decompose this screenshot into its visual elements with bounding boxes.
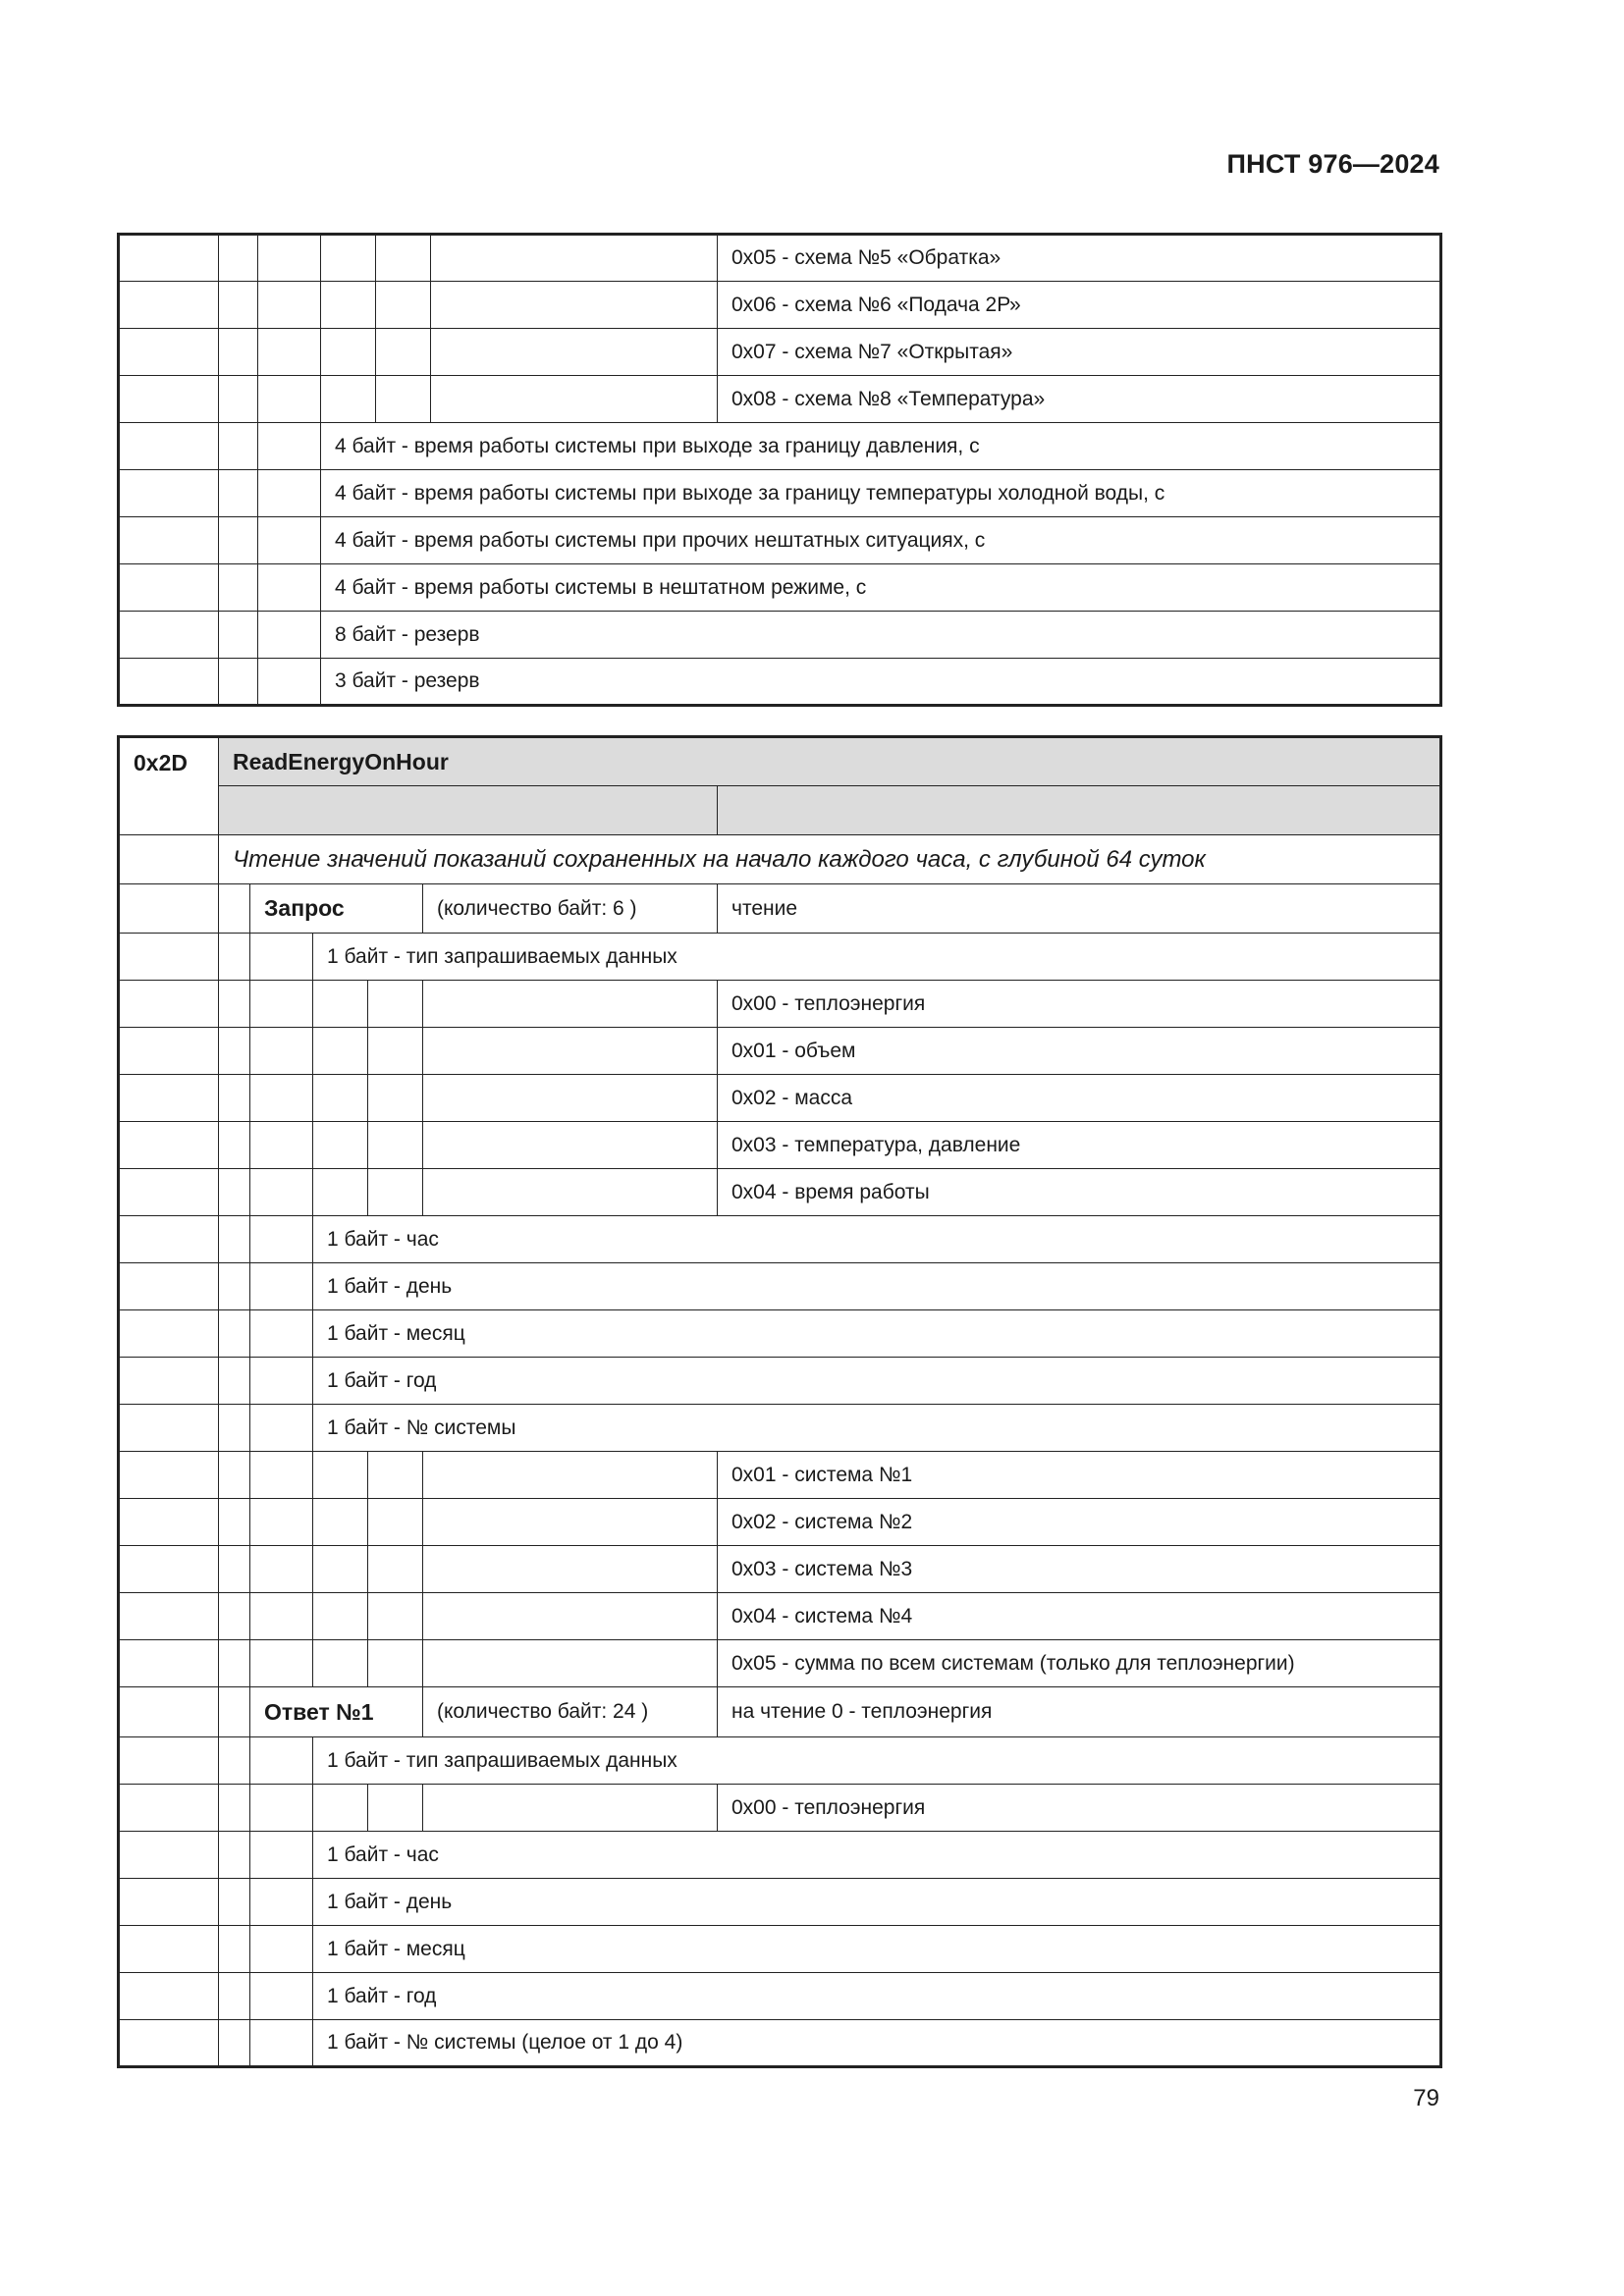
field-description: 1 байт - месяц xyxy=(313,1310,1441,1358)
table-row xyxy=(119,612,1441,659)
field-description: 1 байт - день xyxy=(313,1879,1441,1926)
field-description: 4 байт - время работы системы при выходе за границу температуры холодной воды, с xyxy=(321,470,1441,517)
table-row xyxy=(119,235,1441,282)
field-description: 1 байт - день xyxy=(313,1263,1441,1310)
request-label: Запрос xyxy=(250,884,423,934)
field-description: 1 байт - год xyxy=(313,1358,1441,1405)
field-description: 4 байт - время работы системы при прочих нештатных ситуациях, с xyxy=(321,517,1441,564)
table-row xyxy=(119,1122,1441,1169)
request-byte-count: (количество байт: 6 ) xyxy=(423,884,718,934)
table-row xyxy=(119,1687,1441,1737)
field-description: 3 байт - резерв xyxy=(321,659,1441,706)
document-code: ПНСТ 976—2024 xyxy=(1226,149,1439,179)
field-description: 1 байт - час xyxy=(313,1216,1441,1263)
field-description: 1 байт - час xyxy=(313,1832,1441,1879)
system-option: 0x05 - сумма по всем системам (только для теплоэнергии) xyxy=(718,1640,1441,1687)
table-row xyxy=(119,884,1441,934)
table-row xyxy=(119,1973,1441,2020)
request-operation: чтение xyxy=(718,884,1441,934)
table-row xyxy=(119,835,1441,884)
field-description: 8 байт - резерв xyxy=(321,612,1441,659)
table-row xyxy=(119,1452,1441,1499)
table-row xyxy=(119,1499,1441,1546)
table-row xyxy=(119,737,1441,786)
data-type-option: 0x03 - температура, давление xyxy=(718,1122,1441,1169)
table-row xyxy=(119,1310,1441,1358)
table-row xyxy=(119,329,1441,376)
scheme-option: 0x07 - схема №7 «Открытая» xyxy=(718,329,1441,376)
table-row xyxy=(119,1832,1441,1879)
table-row xyxy=(119,1593,1441,1640)
system-option: 0x02 - система №2 xyxy=(718,1499,1441,1546)
table-row xyxy=(119,1075,1441,1122)
scheme-option: 0x08 - схема №8 «Температура» xyxy=(718,376,1441,423)
field-description: 1 байт - год xyxy=(313,1973,1441,2020)
response-operation: на чтение 0 - теплоэнергия xyxy=(718,1687,1441,1737)
table-row xyxy=(119,423,1441,470)
table-row xyxy=(119,1169,1441,1216)
data-type-option: 0x02 - масса xyxy=(718,1075,1441,1122)
table-row xyxy=(119,1028,1441,1075)
table-continuation xyxy=(117,233,1442,707)
field-description: 1 байт - № системы xyxy=(313,1405,1441,1452)
command-code: 0x2D xyxy=(119,737,219,835)
data-type-option: 0x01 - объем xyxy=(718,1028,1441,1075)
table-row xyxy=(119,786,1441,835)
table-row xyxy=(119,1263,1441,1310)
page-number: 79 xyxy=(1413,2085,1439,2111)
field-description: 1 байт - тип запрашиваемых данных xyxy=(313,1737,1441,1785)
table-row xyxy=(119,659,1441,706)
command-description: Чтение значений показаний сохраненных на начало каждого часа, с глубиной 64 суток xyxy=(219,835,1441,884)
table-row xyxy=(119,564,1441,612)
response-byte-count: (количество байт: 24 ) xyxy=(423,1687,718,1737)
table-row xyxy=(119,1879,1441,1926)
field-description: 4 байт - время работы системы в нештатном режиме, с xyxy=(321,564,1441,612)
table-row xyxy=(119,470,1441,517)
table-row xyxy=(119,1737,1441,1785)
field-description: 1 байт - № системы (целое от 1 до 4) xyxy=(313,2020,1441,2067)
field-description: 4 байт - время работы системы при выходе за границу давления, с xyxy=(321,423,1441,470)
table-command-0x2d xyxy=(117,735,1442,2068)
table-row xyxy=(119,2020,1441,2067)
system-option: 0x01 - система №1 xyxy=(718,1452,1441,1499)
system-option: 0x03 - система №3 xyxy=(718,1546,1441,1593)
table-row xyxy=(119,1640,1441,1687)
table-row xyxy=(119,1546,1441,1593)
field-description: 1 байт - месяц xyxy=(313,1926,1441,1973)
table-row xyxy=(119,1785,1441,1832)
data-type-option: 0x04 - время работы xyxy=(718,1169,1441,1216)
table-row xyxy=(119,1926,1441,1973)
scheme-option: 0x05 - схема №5 «Обратка» xyxy=(718,235,1441,282)
scheme-option: 0x06 - схема №6 «Подача 2Р» xyxy=(718,282,1441,329)
data-type-option: 0x00 - теплоэнергия xyxy=(718,1785,1441,1832)
table-row xyxy=(119,376,1441,423)
table-row xyxy=(119,1216,1441,1263)
data-type-option: 0x00 - теплоэнергия xyxy=(718,981,1441,1028)
table-row xyxy=(119,517,1441,564)
table-row xyxy=(119,1405,1441,1452)
response-label: Ответ №1 xyxy=(250,1687,423,1737)
table-row xyxy=(119,981,1441,1028)
field-description: 1 байт - тип запрашиваемых данных xyxy=(313,934,1441,981)
table-row xyxy=(119,1358,1441,1405)
table-row xyxy=(119,282,1441,329)
system-option: 0x04 - система №4 xyxy=(718,1593,1441,1640)
command-title: ReadEnergyOnHour xyxy=(219,737,1441,786)
table-row xyxy=(119,934,1441,981)
